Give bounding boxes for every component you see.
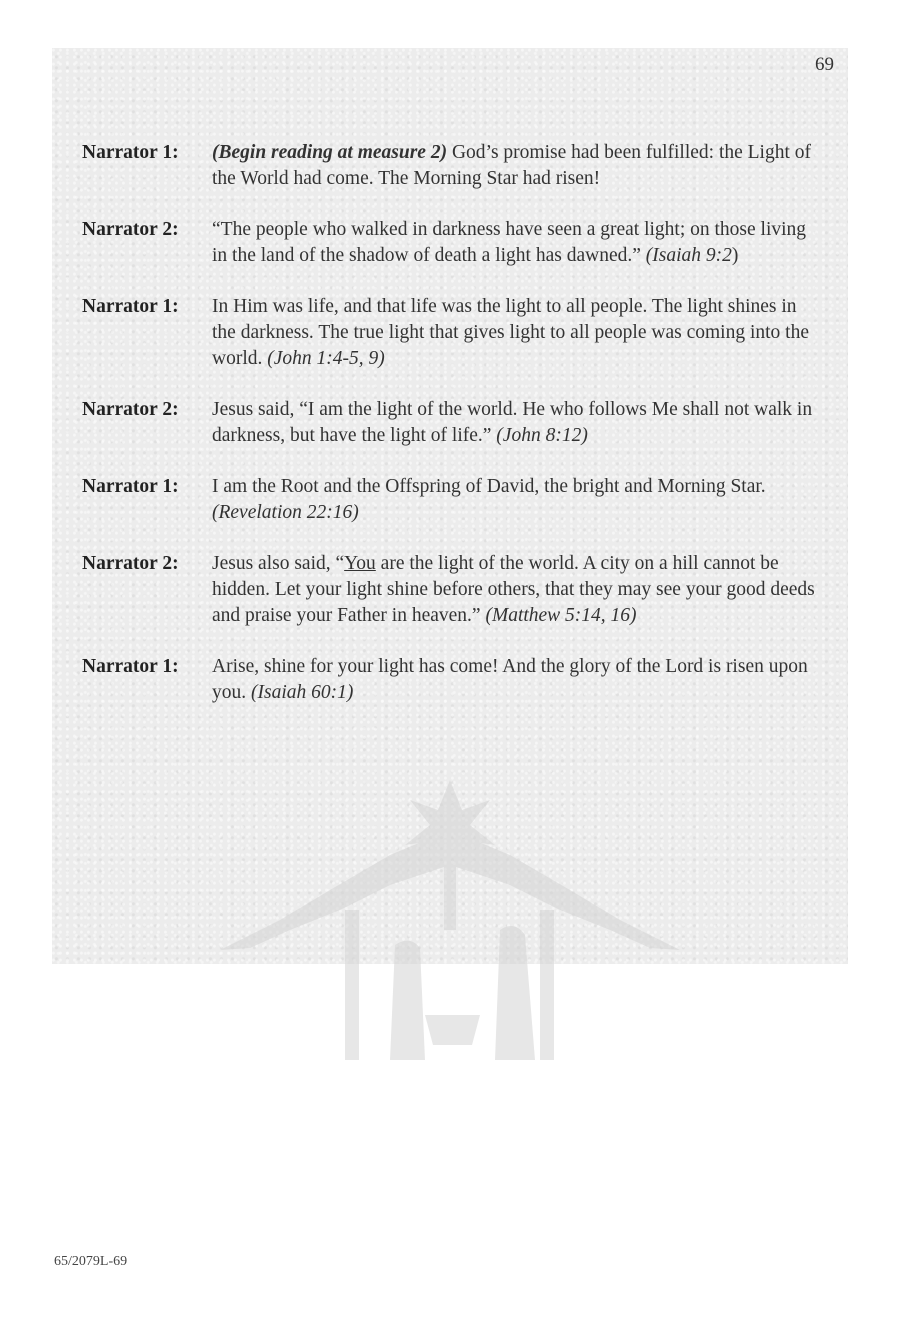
scripture-reference: (Revelation 22:16) (212, 502, 359, 523)
script-line (82, 551, 822, 629)
narration-script (82, 140, 822, 731)
speaker-label: Narrator 2: (82, 219, 179, 240)
line-text (212, 654, 822, 706)
script-line (82, 294, 822, 372)
line-text (212, 474, 822, 526)
speaker-label: Narrator 1: (82, 476, 179, 497)
scripture-reference: (John 8:12) (496, 425, 588, 446)
scripture-reference: (Matthew 5:14, 16) (485, 605, 637, 626)
line-prefix: Jesus also said, “ (212, 553, 345, 574)
speaker-label: Narrator 1: (82, 656, 179, 677)
manger (425, 1015, 480, 1045)
catalog-code: 65/2079L-69 (54, 1254, 128, 1269)
scripture-reference: (John 1:4-5, 9) (267, 348, 385, 369)
line-body: are the light of the world. A city on a hill cannot be hidden. Let your light shine before others, that they may see your good deeds and praise your Father in heaven.” (212, 553, 815, 626)
line-text (212, 294, 822, 372)
line-text (212, 551, 822, 629)
line-text (212, 140, 822, 192)
stable-post-left (345, 910, 359, 1060)
page-number: 69 (815, 54, 834, 75)
speaker-label: Narrator 1: (82, 142, 179, 163)
script-line (82, 217, 822, 269)
stage-direction: (Begin reading at measure 2) (212, 142, 448, 163)
script-line (82, 140, 822, 192)
speaker-label: Narrator 2: (82, 553, 179, 574)
nativity-stable-watermark (210, 770, 690, 1070)
script-line (82, 397, 822, 449)
line-text (212, 397, 822, 449)
line-body: Arise, shine for your light has come! And the glory of the Lord is risen upon you. (212, 656, 808, 703)
speaker-label: Narrator 1: (82, 296, 179, 317)
stable-post-center (444, 860, 456, 930)
emphasized-word: You (344, 553, 376, 574)
script-line (82, 474, 822, 526)
line-body: In Him was life, and that life was the light to all people. The light shines in the darkness. The true light that gives light to all people was coming into the world. (212, 296, 809, 369)
line-body: Jesus said, “I am the light of the world. He who follows Me shall not walk in darkness, but have the light of life.” (212, 399, 813, 446)
script-line (82, 654, 822, 706)
reference-close: ) (731, 245, 739, 266)
figure-right (495, 926, 535, 1060)
speaker-label: Narrator 2: (82, 399, 179, 420)
scripture-reference: (Isaiah 60:1) (251, 682, 354, 703)
line-body: I am the Root and the Offspring of David, the bright and Morning Star. (212, 476, 766, 497)
figure-left (390, 941, 425, 1060)
line-text (212, 217, 822, 269)
scripture-reference: (Isaiah 9:2 (645, 245, 732, 266)
line-body: God’s promise had been fulfilled: the Light of the World had come. The Morning Star had risen! (212, 142, 812, 189)
line-body: “The people who walked in darkness have seen a great light; on those living in the land of the shadow of death a light has dawned.” (212, 219, 807, 266)
stable-post-right (540, 910, 554, 1060)
